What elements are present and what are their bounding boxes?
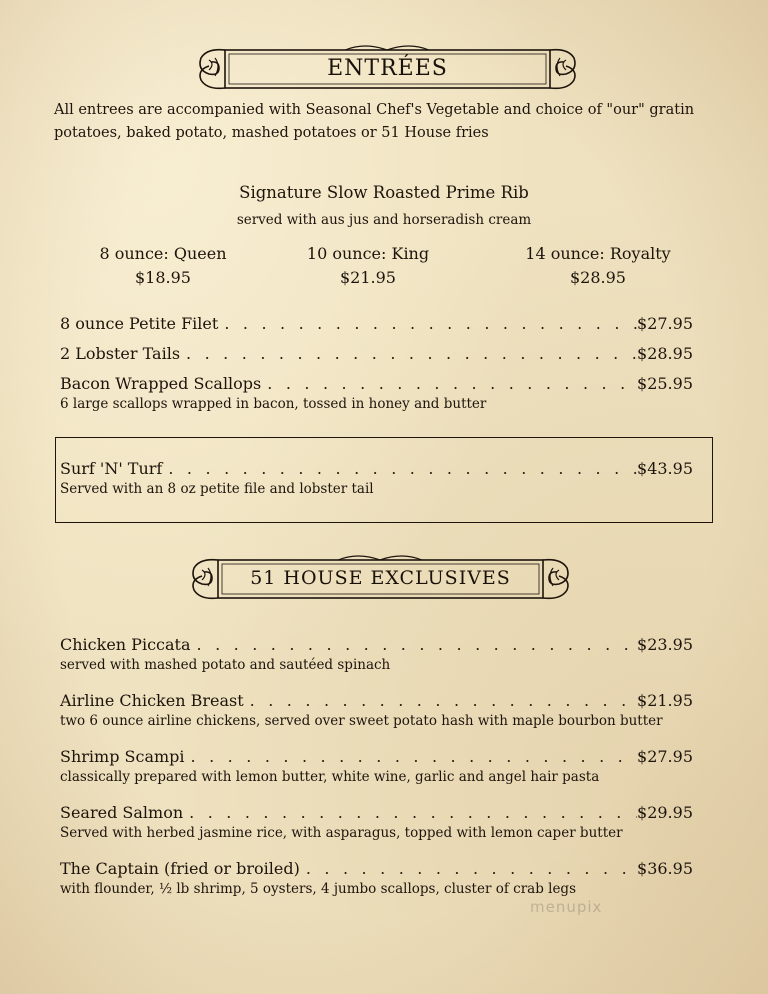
item-price: $29.95 bbox=[637, 803, 693, 822]
item-price: $25.95 bbox=[637, 374, 693, 393]
item-name: 8 ounce Petite Filet bbox=[60, 314, 219, 333]
menu-item bbox=[60, 313, 693, 335]
size-price: $28.95 bbox=[570, 268, 626, 287]
featured-item bbox=[60, 458, 693, 499]
item-description: with flounder, ½ lb shrimp, 5 oysters, 4 jumbo scallops, cluster of crab legs bbox=[60, 881, 576, 897]
item-description: 6 large scallops wrapped in bacon, tossed in honey and butter bbox=[60, 396, 487, 412]
prime-rib-size-royalty bbox=[498, 242, 698, 290]
item-price: $43.95 bbox=[637, 459, 693, 478]
dot-leader bbox=[261, 373, 637, 395]
dot-leader bbox=[162, 458, 637, 480]
dot-leader bbox=[244, 690, 637, 712]
item-name: Seared Salmon bbox=[60, 803, 184, 822]
item-name: The Captain (fried or broiled) bbox=[60, 859, 300, 878]
entrees-title: ENTRÉES bbox=[327, 56, 448, 81]
item-price: $27.95 bbox=[637, 314, 693, 333]
menu-item bbox=[60, 343, 693, 365]
menupix-watermark: menupix bbox=[530, 898, 603, 916]
size-label: 8 ounce: Queen bbox=[99, 244, 227, 263]
item-description: two 6 ounce airline chickens, served over sweet potato hash with maple bourbon butter bbox=[60, 713, 663, 729]
item-price: $36.95 bbox=[637, 859, 693, 878]
item-name: Shrimp Scampi bbox=[60, 747, 185, 766]
entrees-banner bbox=[195, 44, 580, 96]
item-name: Bacon Wrapped Scallops bbox=[60, 374, 262, 393]
item-description: Served with an 8 oz petite file and lobster tail bbox=[60, 481, 374, 497]
prime-rib-size-queen bbox=[63, 242, 263, 290]
item-name: Airline Chicken Breast bbox=[60, 691, 244, 710]
exclusives-banner bbox=[188, 554, 573, 606]
dot-leader bbox=[183, 802, 637, 824]
size-label: 10 ounce: King bbox=[306, 244, 430, 263]
item-price: $23.95 bbox=[637, 635, 693, 654]
entrees-intro: All entrees are accompanied with Seasonal Chef's Vegetable and choice of "our" gratin potatoes, baked potato, mashed potatoes or 51 House fries bbox=[54, 102, 695, 141]
prime-rib-title: Signature Slow Roasted Prime Rib bbox=[239, 183, 529, 202]
item-description: classically prepared with lemon butter, white wine, garlic and angel hair pasta bbox=[60, 769, 600, 785]
dot-leader bbox=[180, 343, 637, 365]
item-name: 2 Lobster Tails bbox=[60, 344, 181, 363]
dot-leader bbox=[185, 746, 637, 768]
menu-item bbox=[60, 634, 693, 675]
menu-item bbox=[60, 746, 693, 787]
prime-rib-size-king bbox=[268, 242, 468, 290]
size-price: $18.95 bbox=[135, 268, 191, 287]
menu-item bbox=[60, 858, 693, 899]
item-name: Chicken Piccata bbox=[60, 635, 191, 654]
prime-rib-subtitle: served with aus jus and horseradish cream bbox=[236, 212, 532, 228]
menu-item bbox=[60, 690, 693, 731]
dot-leader bbox=[300, 858, 637, 880]
menu-item bbox=[60, 802, 693, 843]
item-description: Served with herbed jasmine rice, with asparagus, topped with lemon caper butter bbox=[60, 825, 623, 841]
item-name: Surf 'N' Turf bbox=[60, 459, 163, 478]
item-price: $21.95 bbox=[637, 691, 693, 710]
size-price: $21.95 bbox=[340, 268, 396, 287]
item-price: $27.95 bbox=[637, 747, 693, 766]
size-label: 14 ounce: Royalty bbox=[525, 244, 671, 263]
menu-item bbox=[60, 373, 693, 414]
item-price: $28.95 bbox=[637, 344, 693, 363]
exclusives-title: 51 HOUSE EXCLUSIVES bbox=[250, 567, 511, 589]
dot-leader bbox=[191, 634, 638, 656]
item-description: served with mashed potato and sautéed spinach bbox=[60, 657, 391, 673]
dot-leader bbox=[218, 313, 637, 335]
